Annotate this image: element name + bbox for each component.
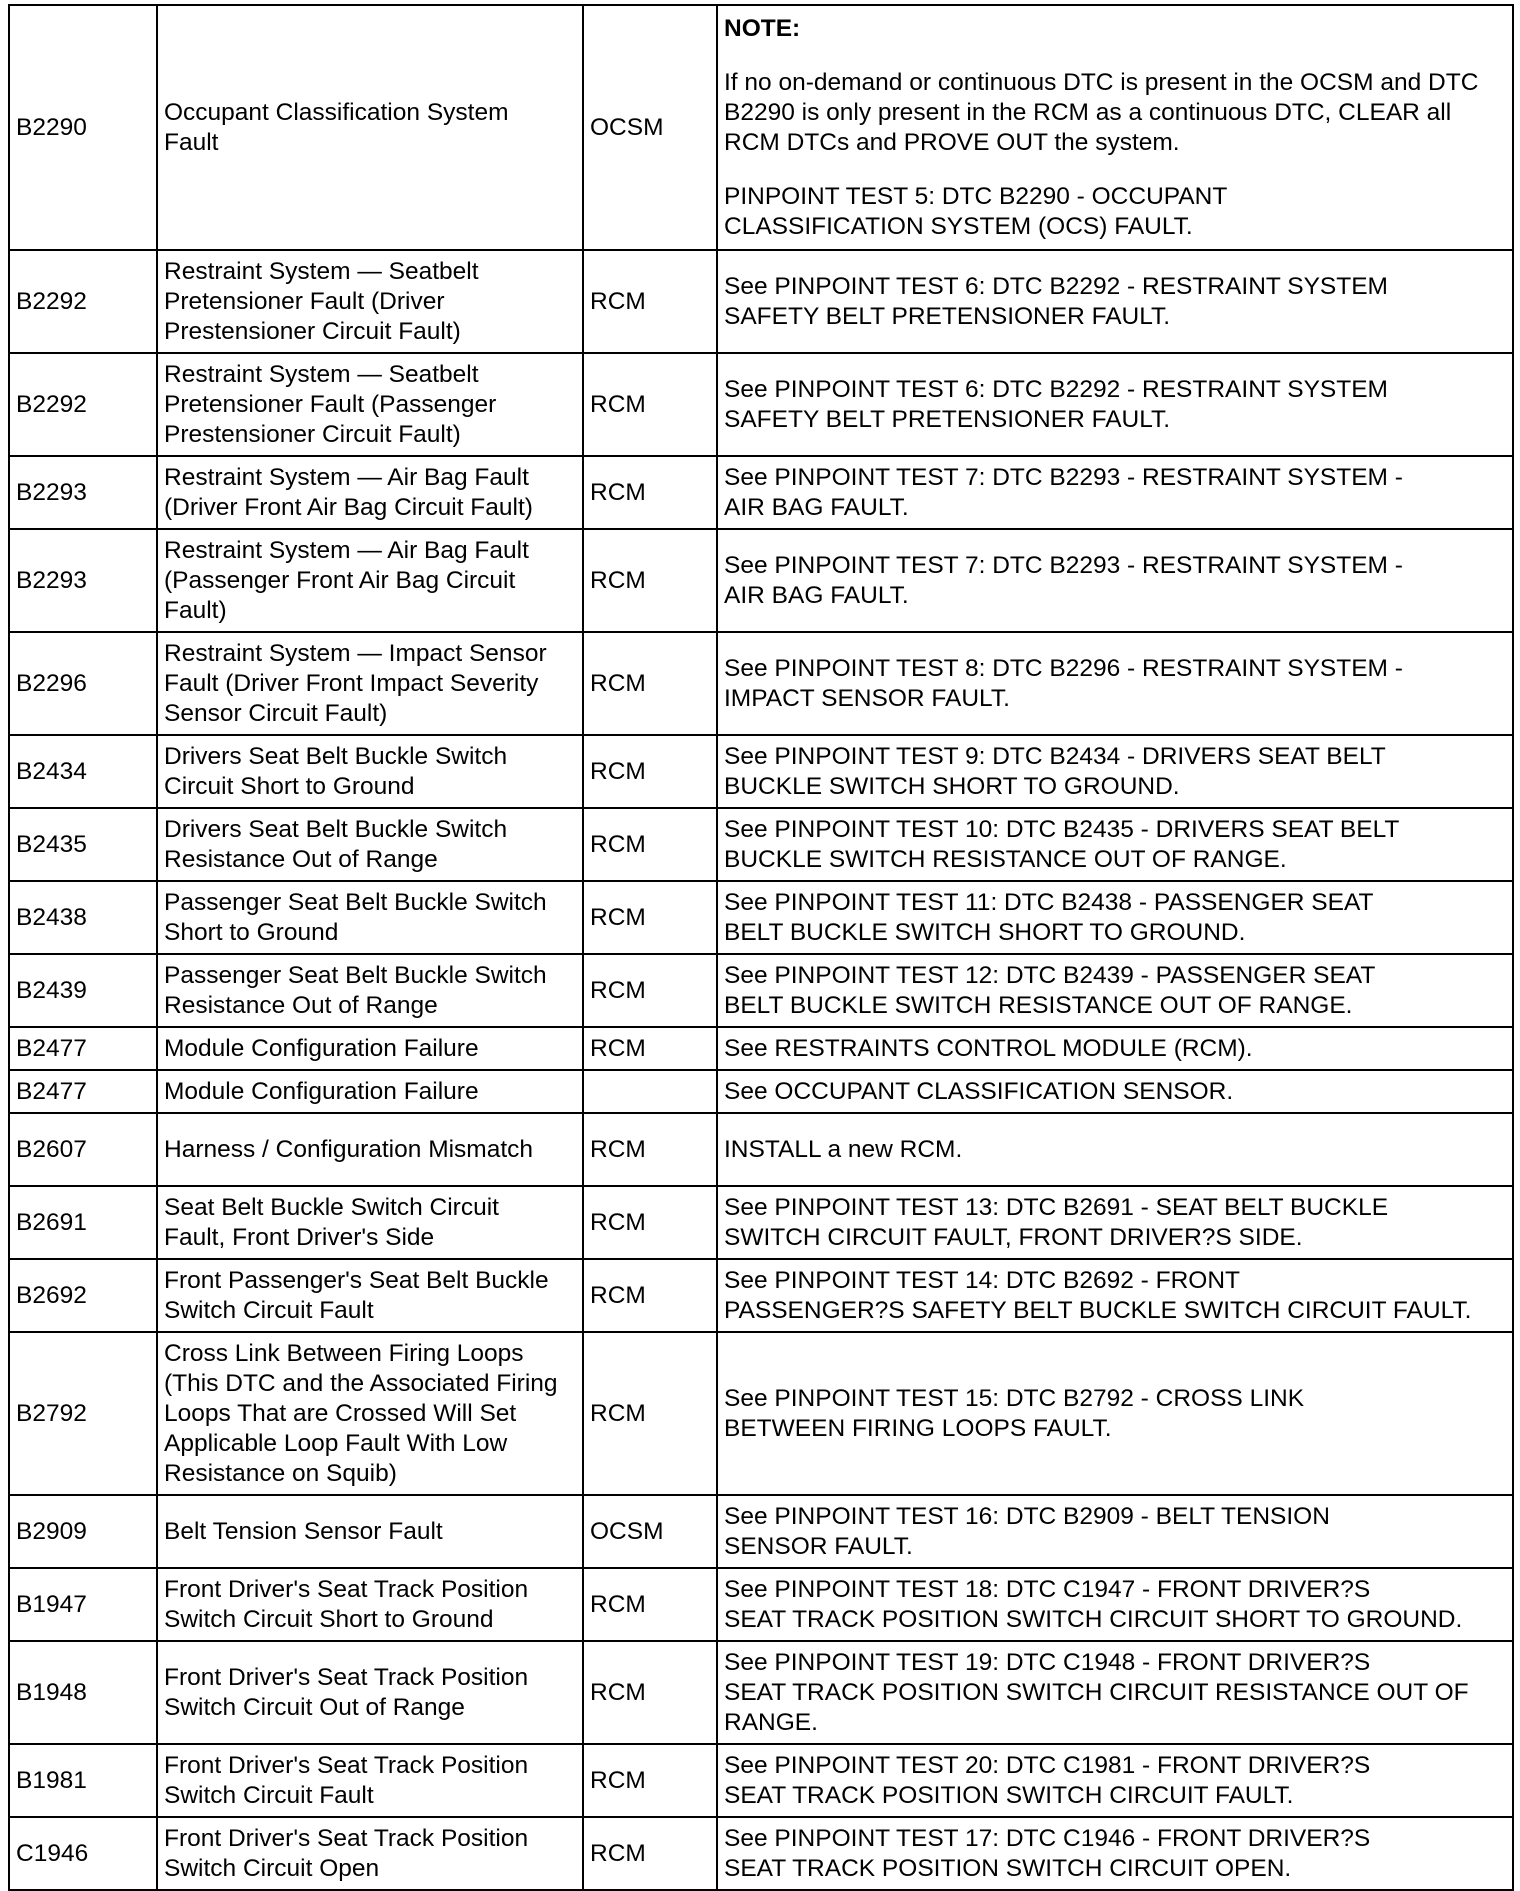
action-line: PASSENGER?S SAFETY BELT BUCKLE SWITCH CIRCUIT FAULT.: [724, 1296, 1472, 1324]
description-line: Front Driver's Seat Track Position: [164, 1575, 529, 1603]
action-line: BELT BUCKLE SWITCH SHORT TO GROUND.: [724, 918, 1246, 946]
dtc-code-cell: B1948: [9, 1641, 157, 1744]
action-line: SAFETY BELT PRETENSIONER FAULT.: [724, 302, 1171, 330]
action-line: AIR BAG FAULT.: [724, 493, 909, 521]
action-line: See PINPOINT TEST 17: DTC C1946 - FRONT DRIVER?S: [724, 1824, 1371, 1852]
action-line: See PINPOINT TEST 13: DTC B2691 - SEAT BELT BUCKLE: [724, 1193, 1389, 1221]
description-line: Front Driver's Seat Track Position: [164, 1663, 529, 1691]
module-cell: RCM: [583, 735, 717, 808]
dtc-description-cell: [157, 5, 583, 250]
pinpoint-line: PINPOINT TEST 5: DTC B2290 - OCCUPANT: [724, 182, 1228, 210]
action-line: See PINPOINT TEST 16: DTC B2909 - BELT TENSION: [724, 1502, 1330, 1530]
description-line: Module Configuration Failure: [164, 1034, 479, 1062]
table-row: [9, 5, 1513, 250]
action-line: SENSOR FAULT.: [724, 1532, 913, 1560]
dtc-code-cell: B2292: [9, 250, 157, 353]
action-cell: [717, 1817, 1513, 1890]
action-cell: [717, 1332, 1513, 1495]
description-line: Harness / Configuration Mismatch: [164, 1135, 534, 1163]
description-line: Resistance on Squib): [164, 1459, 397, 1487]
description-line: Prestensioner Circuit Fault): [164, 317, 461, 345]
action-cell: [717, 954, 1513, 1027]
description-line: Circuit Short to Ground: [164, 772, 415, 800]
dtc-description-cell: [157, 1259, 583, 1332]
description-line: Cross Link Between Firing Loops: [164, 1339, 524, 1367]
action-line: See PINPOINT TEST 10: DTC B2435 - DRIVERS SEAT BELT: [724, 815, 1400, 843]
description-line: Loops That are Crossed Will Set: [164, 1399, 517, 1427]
dtc-description-cell: [157, 1568, 583, 1641]
note-line: B2290 is only present in the RCM as a continuous DTC, CLEAR all: [724, 98, 1452, 126]
note-label: NOTE:: [724, 14, 801, 42]
action-line: IMPACT SENSOR FAULT.: [724, 684, 1010, 712]
dtc-description-cell: [157, 808, 583, 881]
action-line: See PINPOINT TEST 6: DTC B2292 - RESTRAINT SYSTEM: [724, 272, 1388, 300]
action-cell: [717, 456, 1513, 529]
dtc-description-cell: [157, 1495, 583, 1568]
module-cell: RCM: [583, 456, 717, 529]
action-line: See PINPOINT TEST 11: DTC B2438 - PASSENGER SEAT: [724, 888, 1374, 916]
dtc-code-cell: B2296: [9, 632, 157, 735]
dtc-description-cell: [157, 1817, 583, 1890]
description-line: (Passenger Front Air Bag Circuit: [164, 566, 516, 594]
dtc-code-cell: B1981: [9, 1744, 157, 1817]
description-line: Switch Circuit Fault: [164, 1296, 374, 1324]
action-line: See PINPOINT TEST 8: DTC B2296 - RESTRAINT SYSTEM -: [724, 654, 1403, 682]
action-cell: [717, 353, 1513, 456]
action-cell: [717, 1070, 1513, 1113]
description-line: Pretensioner Fault (Driver: [164, 287, 445, 315]
action-line: See PINPOINT TEST 7: DTC B2293 - RESTRAINT SYSTEM -: [724, 463, 1403, 491]
description-line: (Driver Front Air Bag Circuit Fault): [164, 493, 533, 521]
action-line: SEAT TRACK POSITION SWITCH CIRCUIT FAULT.: [724, 1781, 1294, 1809]
dtc-description-cell: [157, 250, 583, 353]
dtc-code-cell: B2293: [9, 456, 157, 529]
description-line: Front Driver's Seat Track Position: [164, 1751, 529, 1779]
action-cell: [717, 735, 1513, 808]
table-row: [9, 1070, 1513, 1113]
dtc-code-cell: B2438: [9, 881, 157, 954]
description-line: Fault): [164, 596, 227, 624]
dtc-code-cell: B2607: [9, 1113, 157, 1186]
action-line: SEAT TRACK POSITION SWITCH CIRCUIT OPEN.: [724, 1854, 1292, 1882]
action-line: See PINPOINT TEST 15: DTC B2792 - CROSS LINK: [724, 1384, 1305, 1412]
dtc-description-cell: [157, 1641, 583, 1744]
module-cell: RCM: [583, 1817, 717, 1890]
action-line: SWITCH CIRCUIT FAULT, FRONT DRIVER?S SIDE.: [724, 1223, 1303, 1251]
table-row: [9, 1332, 1513, 1495]
dtc-description-cell: [157, 881, 583, 954]
table-row: [9, 881, 1513, 954]
dtc-code-cell: B2434: [9, 735, 157, 808]
action-line: BETWEEN FIRING LOOPS FAULT.: [724, 1414, 1112, 1442]
description-line: Resistance Out of Range: [164, 991, 438, 1019]
description-line: (This DTC and the Associated Firing: [164, 1369, 558, 1397]
dtc-description-cell: [157, 1027, 583, 1070]
description-line: Drivers Seat Belt Buckle Switch: [164, 742, 508, 770]
action-cell: [717, 5, 1513, 250]
action-cell: [717, 808, 1513, 881]
table-row: [9, 1027, 1513, 1070]
dtc-table-body: [9, 5, 1513, 1890]
table-row: [9, 1186, 1513, 1259]
dtc-description-cell: [157, 1113, 583, 1186]
dtc-description-cell: [157, 632, 583, 735]
dtc-description-cell: [157, 1744, 583, 1817]
dtc-code-cell: B2692: [9, 1259, 157, 1332]
description-line: Resistance Out of Range: [164, 845, 438, 873]
description-line: Switch Circuit Out of Range: [164, 1693, 465, 1721]
dtc-code-cell: B2439: [9, 954, 157, 1027]
module-cell: RCM: [583, 353, 717, 456]
module-cell: RCM: [583, 1186, 717, 1259]
action-line: See PINPOINT TEST 7: DTC B2293 - RESTRAINT SYSTEM -: [724, 551, 1403, 579]
dtc-code-cell: B2477: [9, 1070, 157, 1113]
dtc-code-cell: B1947: [9, 1568, 157, 1641]
action-line: See RESTRAINTS CONTROL MODULE (RCM).: [724, 1034, 1253, 1062]
dtc-table: [8, 4, 1514, 1891]
action-cell: [717, 1495, 1513, 1568]
module-cell: RCM: [583, 881, 717, 954]
module-cell: RCM: [583, 529, 717, 632]
note-line: RCM DTCs and PROVE OUT the system.: [724, 128, 1180, 156]
table-row: [9, 1817, 1513, 1890]
action-cell: [717, 1027, 1513, 1070]
action-line: BUCKLE SWITCH SHORT TO GROUND.: [724, 772, 1180, 800]
table-row: [9, 250, 1513, 353]
description-line: Fault (Driver Front Impact Severity: [164, 669, 539, 697]
dtc-code-cell: B2691: [9, 1186, 157, 1259]
dtc-description-cell: [157, 954, 583, 1027]
dtc-description-cell: [157, 1332, 583, 1495]
action-line: See PINPOINT TEST 19: DTC C1948 - FRONT DRIVER?S: [724, 1648, 1371, 1676]
module-cell: [583, 1070, 717, 1113]
action-cell: [717, 632, 1513, 735]
description-line: Pretensioner Fault (Passenger: [164, 390, 497, 418]
module-cell: RCM: [583, 1027, 717, 1070]
table-row: [9, 353, 1513, 456]
table-row: [9, 1568, 1513, 1641]
dtc-description-cell: [157, 529, 583, 632]
module-cell: RCM: [583, 1113, 717, 1186]
pinpoint-test-reference: [724, 182, 1506, 242]
table-row: [9, 1744, 1513, 1817]
description-line: Restraint System — Seatbelt: [164, 360, 479, 388]
action-cell: [717, 1568, 1513, 1641]
description-line: Restraint System — Air Bag Fault: [164, 536, 529, 564]
module-cell: RCM: [583, 1641, 717, 1744]
description-line: Switch Circuit Open: [164, 1854, 380, 1882]
description-line: Front Passenger's Seat Belt Buckle: [164, 1266, 549, 1294]
note-text: [724, 68, 1506, 158]
table-row: [9, 1495, 1513, 1568]
description-line: Switch Circuit Short to Ground: [164, 1605, 494, 1633]
dtc-code-cell: C1946: [9, 1817, 157, 1890]
description-line: Applicable Loop Fault With Low: [164, 1429, 508, 1457]
action-cell: [717, 529, 1513, 632]
description-line: Belt Tension Sensor Fault: [164, 1517, 443, 1545]
dtc-code-cell: B2435: [9, 808, 157, 881]
action-line: INSTALL a new RCM.: [724, 1135, 963, 1163]
description-line: Fault, Front Driver's Side: [164, 1223, 435, 1251]
module-cell: RCM: [583, 1568, 717, 1641]
action-line: RANGE.: [724, 1708, 818, 1736]
module-cell: OCSM: [583, 5, 717, 250]
table-row: [9, 1641, 1513, 1744]
action-cell: [717, 250, 1513, 353]
description-line: Drivers Seat Belt Buckle Switch: [164, 815, 508, 843]
dtc-description-cell: [157, 353, 583, 456]
description-line: Restraint System — Impact Sensor: [164, 639, 547, 667]
dtc-code-cell: B2293: [9, 529, 157, 632]
description-line: Restraint System — Air Bag Fault: [164, 463, 529, 491]
description-line: Passenger Seat Belt Buckle Switch: [164, 888, 547, 916]
pinpoint-line: CLASSIFICATION SYSTEM (OCS) FAULT.: [724, 212, 1193, 240]
action-cell: [717, 1641, 1513, 1744]
dtc-description-cell: [157, 456, 583, 529]
description-line: Front Driver's Seat Track Position: [164, 1824, 529, 1852]
dtc-code-cell: B2290: [9, 5, 157, 250]
action-cell: [717, 1259, 1513, 1332]
module-cell: RCM: [583, 808, 717, 881]
action-line: BELT BUCKLE SWITCH RESISTANCE OUT OF RANGE.: [724, 991, 1353, 1019]
description-line: Switch Circuit Fault: [164, 1781, 374, 1809]
module-cell: RCM: [583, 1744, 717, 1817]
module-cell: RCM: [583, 954, 717, 1027]
action-line: SEAT TRACK POSITION SWITCH CIRCUIT RESISTANCE OUT OF: [724, 1678, 1469, 1706]
table-row: [9, 456, 1513, 529]
action-line: See PINPOINT TEST 6: DTC B2292 - RESTRAINT SYSTEM: [724, 375, 1388, 403]
action-line: SEAT TRACK POSITION SWITCH CIRCUIT SHORT TO GROUND.: [724, 1605, 1463, 1633]
description-line: Sensor Circuit Fault): [164, 699, 388, 727]
action-cell: [717, 1113, 1513, 1186]
action-line: See PINPOINT TEST 20: DTC C1981 - FRONT DRIVER?S: [724, 1751, 1371, 1779]
table-row: [9, 529, 1513, 632]
module-cell: RCM: [583, 250, 717, 353]
action-line: See OCCUPANT CLASSIFICATION SENSOR.: [724, 1077, 1234, 1105]
dtc-description-cell: [157, 1070, 583, 1113]
dtc-description-cell: [157, 735, 583, 808]
action-line: See PINPOINT TEST 18: DTC C1947 - FRONT DRIVER?S: [724, 1575, 1371, 1603]
module-cell: RCM: [583, 632, 717, 735]
action-line: See PINPOINT TEST 14: DTC B2692 - FRONT: [724, 1266, 1241, 1294]
dtc-code-cell: B2292: [9, 353, 157, 456]
action-cell: [717, 1186, 1513, 1259]
dtc-code-cell: B2909: [9, 1495, 157, 1568]
description-line: Short to Ground: [164, 918, 339, 946]
table-row: [9, 808, 1513, 881]
action-cell: [717, 881, 1513, 954]
description-line: Module Configuration Failure: [164, 1077, 479, 1105]
description-line: Seat Belt Buckle Switch Circuit: [164, 1193, 499, 1221]
module-cell: RCM: [583, 1259, 717, 1332]
description-line: Passenger Seat Belt Buckle Switch: [164, 961, 547, 989]
action-line: See PINPOINT TEST 9: DTC B2434 - DRIVERS SEAT BELT: [724, 742, 1386, 770]
table-row: [9, 1259, 1513, 1332]
note-line: If no on-demand or continuous DTC is present in the OCSM and DTC: [724, 68, 1479, 96]
action-line: SAFETY BELT PRETENSIONER FAULT.: [724, 405, 1171, 433]
description-line: Prestensioner Circuit Fault): [164, 420, 461, 448]
table-row: [9, 954, 1513, 1027]
action-line: BUCKLE SWITCH RESISTANCE OUT OF RANGE.: [724, 845, 1287, 873]
dtc-description-cell: [157, 1186, 583, 1259]
description-line: Fault: [164, 128, 219, 156]
description-line: Restraint System — Seatbelt: [164, 257, 479, 285]
action-line: See PINPOINT TEST 12: DTC B2439 - PASSENGER SEAT: [724, 961, 1376, 989]
dtc-code-cell: B2792: [9, 1332, 157, 1495]
dtc-code-cell: B2477: [9, 1027, 157, 1070]
table-row: [9, 1113, 1513, 1186]
module-cell: OCSM: [583, 1495, 717, 1568]
description-line: Occupant Classification System: [164, 98, 509, 126]
table-row: [9, 632, 1513, 735]
action-line: AIR BAG FAULT.: [724, 581, 909, 609]
table-row: [9, 735, 1513, 808]
module-cell: RCM: [583, 1332, 717, 1495]
action-cell: [717, 1744, 1513, 1817]
